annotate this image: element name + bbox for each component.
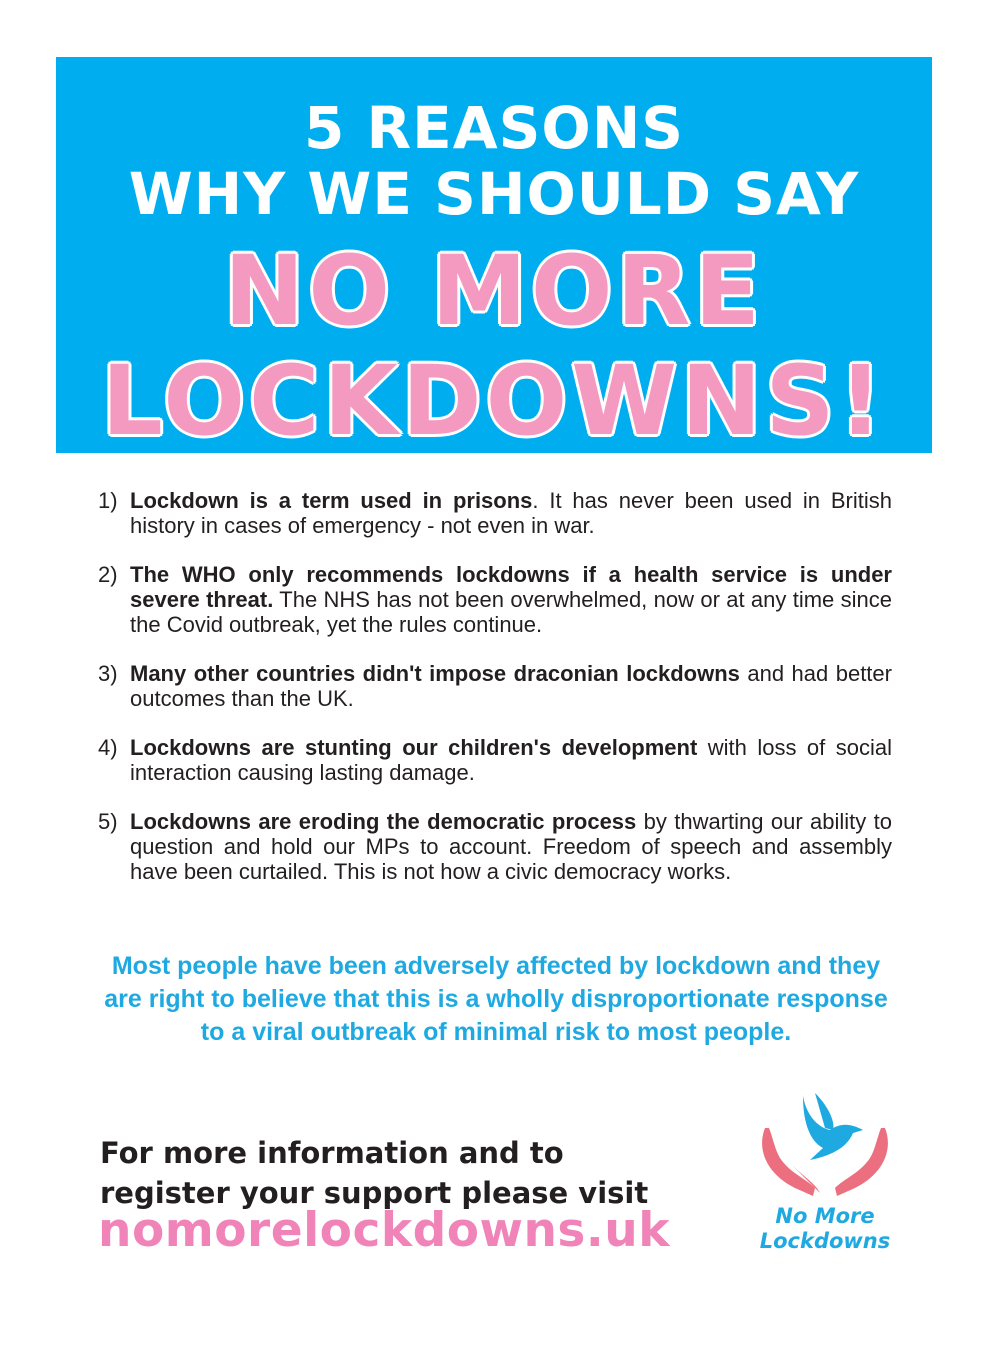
reason-number: 2) [98,562,118,587]
reason-bold: The WHO only recommends lockdowns if a health service is under severe threat. [130,562,892,612]
more-info-text [100,1133,648,1213]
reason-item [98,735,892,785]
headline-line-2: WHY WE SHOULD SAY [128,160,860,228]
reason-bold: Lockdown is a term used in prisons [130,488,533,513]
reason-text: by thwarting our ability to question and hold our MPs to account. Freedom of speech and assembly have been curtailed. This is not how a civic democracy works. [130,809,892,884]
summary-statement: Most people have been adversely affected by lockdown and they are right to believe that this is a wholly disproportionate response to a viral outbreak of minimal risk to most people. [104,952,888,1046]
reason-number: 1) [98,488,118,513]
reasons-list [98,488,892,908]
reason-item [98,661,892,711]
reason-bold: Lockdowns are eroding the democratic process [130,809,637,834]
reason-bold: Many other countries didn't impose draconian lockdowns [130,661,740,686]
reason-number: 3) [98,661,118,686]
logo-line-2: Lockdowns [759,1229,891,1253]
website-link[interactable]: nomorelockdowns.uk [98,1203,670,1258]
reason-number: 4) [98,735,118,760]
logo-text [735,1204,915,1254]
reason-bold: Lockdowns are stunting our children's development [130,735,698,760]
headline-lockdowns: LOCKDOWNS! [101,345,887,457]
reason-text: The NHS has not been overwhelmed, now or at any time since the Covid outbreak, yet the rules continue. [130,587,892,637]
reason-item [98,488,892,538]
logo [735,1088,915,1268]
header-banner [56,57,932,457]
reason-text: and had better outcomes than the UK. [130,661,892,711]
reason-item [98,809,892,884]
dove-hands-icon [735,1088,915,1203]
more-info-line-2: register your support please visit [100,1176,649,1210]
more-info-line-1: For more information and to [100,1136,564,1170]
logo-line-1: No More [775,1204,875,1228]
reason-number: 5) [98,809,118,834]
reason-text: . It has never been used in British history in cases of emergency - not even in war. [130,488,892,538]
reason-item [98,562,892,637]
reason-text: with loss of social interaction causing lasting damage. [130,735,892,785]
headline-no-more: NO MORE [223,235,764,347]
headline-line-1: 5 REASONS [303,94,685,162]
